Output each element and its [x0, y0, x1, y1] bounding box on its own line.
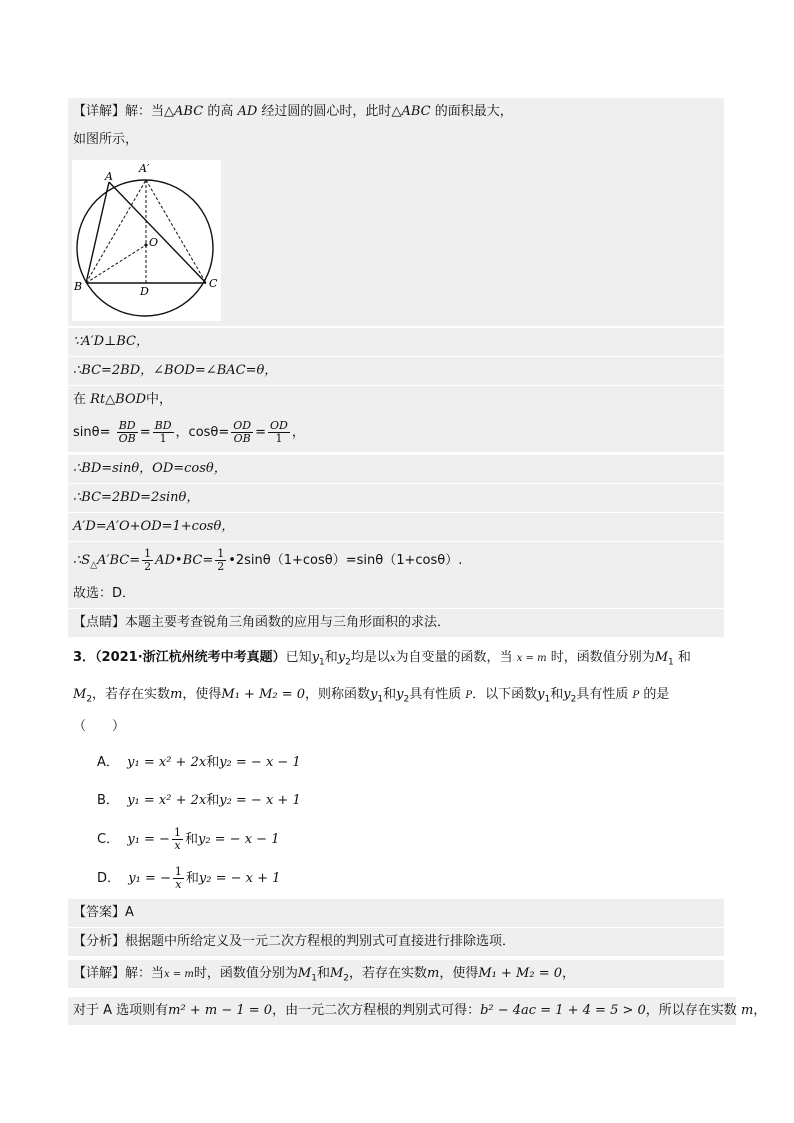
dianjing-line: 【点睛】本题主要考查锐角三角函数的应用与三角形面积的求法．: [68, 609, 724, 637]
geometry-diagram: [72, 160, 221, 321]
choice-line: 故选：D．: [68, 580, 724, 608]
segment-ac: [109, 182, 206, 283]
option-a[interactable]: A． y₁ = x² + 2x和y₂ = − x − 1: [97, 755, 301, 770]
fraction-half-1: $\frac{1}{2}$: [144, 547, 152, 573]
last-line: 对于 A 选项则有m² + m − 1 = 0，由一元二次方程根的判别式可得：b² − 4ac = 1 + 4 = 5 > 0，所以存在实数 m，: [68, 997, 736, 1025]
figure-intro: 如图所示，: [68, 126, 724, 154]
fraction-one-over-x-c: $\frac{1}{x}$: [173, 826, 181, 852]
option-b[interactable]: B． y₁ = x² + 2x和y₂ = − x + 1: [97, 793, 301, 808]
segment-a1c: [146, 180, 206, 283]
step-bc: ∴BC=2BD=2sinθ，: [68, 484, 724, 512]
fraction-od-ob: $\frac{OD}{OB}$: [233, 419, 252, 445]
fraction-half-2: $\frac{1}{2}$: [217, 547, 225, 573]
label-o: O: [149, 236, 159, 249]
answer-parentheses: （ ）: [73, 719, 126, 734]
answer-line: 【答案】A: [68, 899, 724, 927]
step-rt-triangle: 在 Rt△BOD中，: [68, 386, 724, 414]
label-d: D: [140, 285, 149, 298]
segment-a1b: [86, 180, 146, 283]
fraction-od-1: $\frac{OD}{1}$: [270, 419, 288, 445]
circle-triangle-figure: [72, 160, 221, 321]
option-d[interactable]: D． y₁ = − $\frac{1}{x}$ 和y₂ = − x + 1: [97, 865, 281, 891]
step-bd-od: ∴BD=sinθ，OD=cosθ，: [68, 455, 724, 483]
question-3-line-1: 3．（2021·浙江杭州统考中考真题）已知$y_1$和$y_2$均是以x为自变量的函数，当 x = m 时，函数值分别为$M_1$ 和: [73, 650, 691, 668]
detail-line-1: 【详解】解：当△ABC 的高 AD 经过圆的圆心时，此时△ABC 的面积最大，: [68, 98, 724, 126]
option-c[interactable]: C． y₁ = − $\frac{1}{x}$ 和y₂ = − x − 1: [97, 826, 280, 852]
step-bc-2bd: ∴BC=2BD，∠BOD=∠BAC=θ，: [68, 357, 724, 385]
label-a: A: [105, 170, 113, 183]
fraction-bd-1: $\frac{BD}{1}$: [154, 419, 172, 445]
detail-line-q3: 【详解】解：当x = m时，函数值分别为$M_1$和$M_2$，若存在实数m，使得M₁ + M₂ = 0，: [68, 960, 724, 988]
analysis-line: 【分析】根据题中所给定义及一元二次方程根的判别式可直接进行排除选项．: [68, 928, 724, 956]
label-c: C: [209, 277, 218, 290]
fraction-bd-ob: $\frac{BD}{OB}$: [118, 419, 136, 445]
segment-bo: [86, 245, 146, 283]
center-point: [144, 243, 147, 246]
label-b: B: [74, 280, 83, 293]
step-ad: A′D=A′O+OD=1+cosθ，: [68, 513, 724, 541]
step-sin-cos: sinθ= $\frac{BD}{OB}$ = $\frac{BD}{1}$ ，cosθ= $\frac{OD}{OB}$ = $\frac{OD}{1}$ ，: [68, 414, 724, 452]
fraction-one-over-x-d: $\frac{1}{x}$: [174, 865, 182, 891]
label-a-prime: A′: [139, 162, 150, 175]
segment-ab: [86, 182, 109, 283]
step-area: $\therefore S_\triangle A'BC=$ $\frac{1}{2}$ AD•BC= $\frac{1}{2}$ •2sinθ（1+cosθ）=sinθ（1+cosθ）.: [68, 542, 724, 580]
step-perp: ∵A′D⊥BC，: [68, 328, 724, 356]
question-3-line-2: $M_2$，若存在实数m，使得M₁ + M₂ = 0，则称函数$y_1$和$y_2$具有性质 P．以下函数$y_1$和$y_2$具有性质 P 的是: [73, 687, 670, 705]
